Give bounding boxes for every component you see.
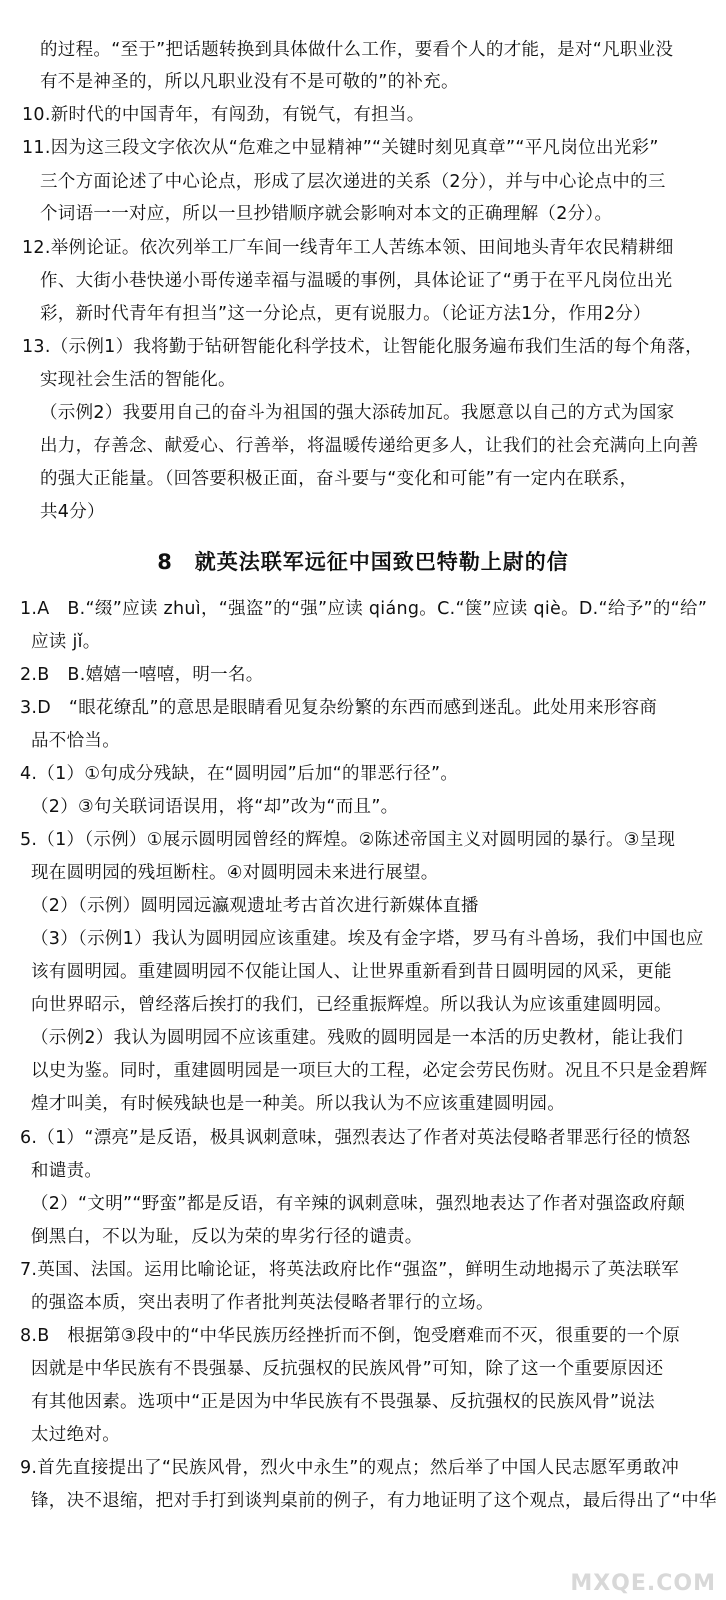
text-line: 个词语一一对应，所以一旦抄错顺序就会影响对本文的正确理解（2分）。: [40, 204, 613, 224]
text-line: 作、大街小巷快递小哥传递幸福与温暖的事例，具体论证了“勇于在平凡岗位出光: [40, 271, 673, 291]
text-line: （2）③句关联词语误用，将“却”改为“而且”。: [31, 797, 399, 817]
item-11: 11.因为这三段文字依次从“危难之中显精神”“关键时刻见真章”“平凡岗位出光彩”: [22, 138, 659, 158]
item-10: 10.新时代的中国青年，有闯劲，有锐气，有担当。: [22, 105, 425, 125]
watermark: MXQE.COM: [570, 1571, 716, 1596]
text-line: 有不是神圣的，所以凡职业没有不是可敬的”的补充。: [40, 72, 459, 92]
item-4: 4.（1）①句成分残缺，在“圆明园”后加“的罪恶行径”。: [20, 764, 459, 784]
text-line: 品不恰当。: [31, 731, 120, 751]
item-1: 1.A B.“缀”应读 zhuì，“强盗”的“强”应读 qiáng。C.“箧”应读 qiè。D.“给予”的“给”: [20, 599, 708, 619]
text-line: 以史为鉴。同时，重建圆明园是一项巨大的工程，必定会劳民伤财。况且不只是金碧辉: [31, 1061, 708, 1081]
text-line: 的过程。“至于”把话题转换到具体做什么工作，要看个人的才能，是对“凡职业没: [40, 40, 674, 60]
item-9: 9.首先直接提出了“民族风骨，烈火中永生”的观点；然后举了中国人民志愿军勇敢冲: [20, 1458, 680, 1478]
text-line: 的强盗本质，突出表明了作者批判英法侵略者罪行的立场。: [31, 1293, 494, 1313]
item-8: 8.B 根据第③段中的“中华民族历经挫折而不倒，饱受磨难而不灭，很重要的一个原: [20, 1326, 681, 1346]
text-line: （2）（示例）圆明园远瀛观遗址考古首次进行新媒体直播: [31, 896, 479, 916]
text-line: 向世界昭示，曾经落后挨打的我们，已经重振辉煌。所以我认为应该重建圆明园。: [31, 995, 672, 1015]
text-line: 倒黑白，不以为耻，反以为荣的卑劣行径的谴责。: [31, 1227, 423, 1247]
text-line: 和谴责。: [31, 1161, 103, 1181]
text-line: 应读 jǐ。: [31, 632, 101, 652]
text-line: （3）（示例1）我认为圆明园应该重建。埃及有金字塔，罗马有斗兽场，我们中国也应: [31, 929, 704, 949]
item-5: 5.（1）（示例）①展示圆明园曾经的辉煌。②陈述帝国主义对圆明园的暴行。③呈现: [20, 830, 676, 850]
text-line: 煌才叫美，有时候残缺也是一种美。所以我认为不应该重建圆明园。: [31, 1094, 565, 1114]
text-line: 太过绝对。: [31, 1425, 120, 1445]
text-line: （示例2）我认为圆明园不应该重建。残败的圆明园是一本活的历史教材，能让我们: [31, 1028, 684, 1048]
item-7: 7.英国、法国。运用比喻论证，将英法政府比作“强盗”，鲜明生动地揭示了英法联军: [20, 1260, 680, 1280]
item-6: 6.（1）“漂亮”是反语，极具讽刺意味，强烈表达了作者对英法侵略者罪恶行径的愤怒: [20, 1128, 691, 1148]
text-line: 共4分）: [40, 502, 105, 522]
text-line: 彩，新时代青年有担当”这一分论点，更有说服力。（论证方法1分，作用2分）: [40, 304, 651, 324]
item-12: 12.举例论证。依次列举工厂车间一线青年工人苦练本领、田间地头青年农民精耕细: [22, 238, 674, 258]
section-heading: 8 就英法联军远征中国致巴特勒上尉的信: [157, 550, 569, 574]
text-line: （2）“文明”“野蛮”都是反语，有辛辣的讽刺意味，强烈地表达了作者对强盗政府颠: [31, 1194, 686, 1214]
text-line: 有其他因素。选项中“正是因为中华民族有不畏强暴、反抗强权的民族风骨”说法: [31, 1392, 655, 1412]
text-line: 的强大正能量。（回答要积极正面，奋斗要与“变化和可能”有一定内在联系，: [40, 469, 638, 489]
text-line: 该有圆明园。重建圆明园不仅能让国人、让世界重新看到昔日圆明园的风采，更能: [31, 962, 672, 982]
text-line: 三个方面论述了中心论点，形成了层次递进的关系（2分），并与中心论点中的三: [40, 172, 666, 192]
item-13: 13.（示例1）我将勤于钻研智能化科学技术，让智能化服务遍布我们生活的每个角落，: [22, 337, 703, 357]
text-line: 实现社会生活的智能化。: [40, 370, 236, 390]
text-line: 现在圆明园的残垣断柱。④对圆明园未来进行展望。: [31, 863, 439, 883]
text-line: （示例2）我要用自己的奋斗为祖国的强大添砖加瓦。我愿意以自己的方式为国家: [40, 403, 675, 423]
item-2: 2.B B.嬉嬉一嘻嘻，明一名。: [20, 665, 264, 685]
text-line: 出力，存善念、献爱心、行善举，将温暖传递给更多人，让我们的社会充满向上向善: [40, 436, 699, 456]
text-line: 锋，决不退缩，把对手打到谈判桌前的例子，有力地证明了这个观点，最后得出了“中华: [31, 1491, 717, 1511]
item-3: 3.D “眼花缭乱”的意思是眼睛看见复杂纷繁的东西而感到迷乱。此处用来形容商: [20, 698, 658, 718]
text-line: 因就是中华民族有不畏强暴、反抗强权的民族风骨”可知，除了这一个重要原因还: [31, 1359, 664, 1379]
